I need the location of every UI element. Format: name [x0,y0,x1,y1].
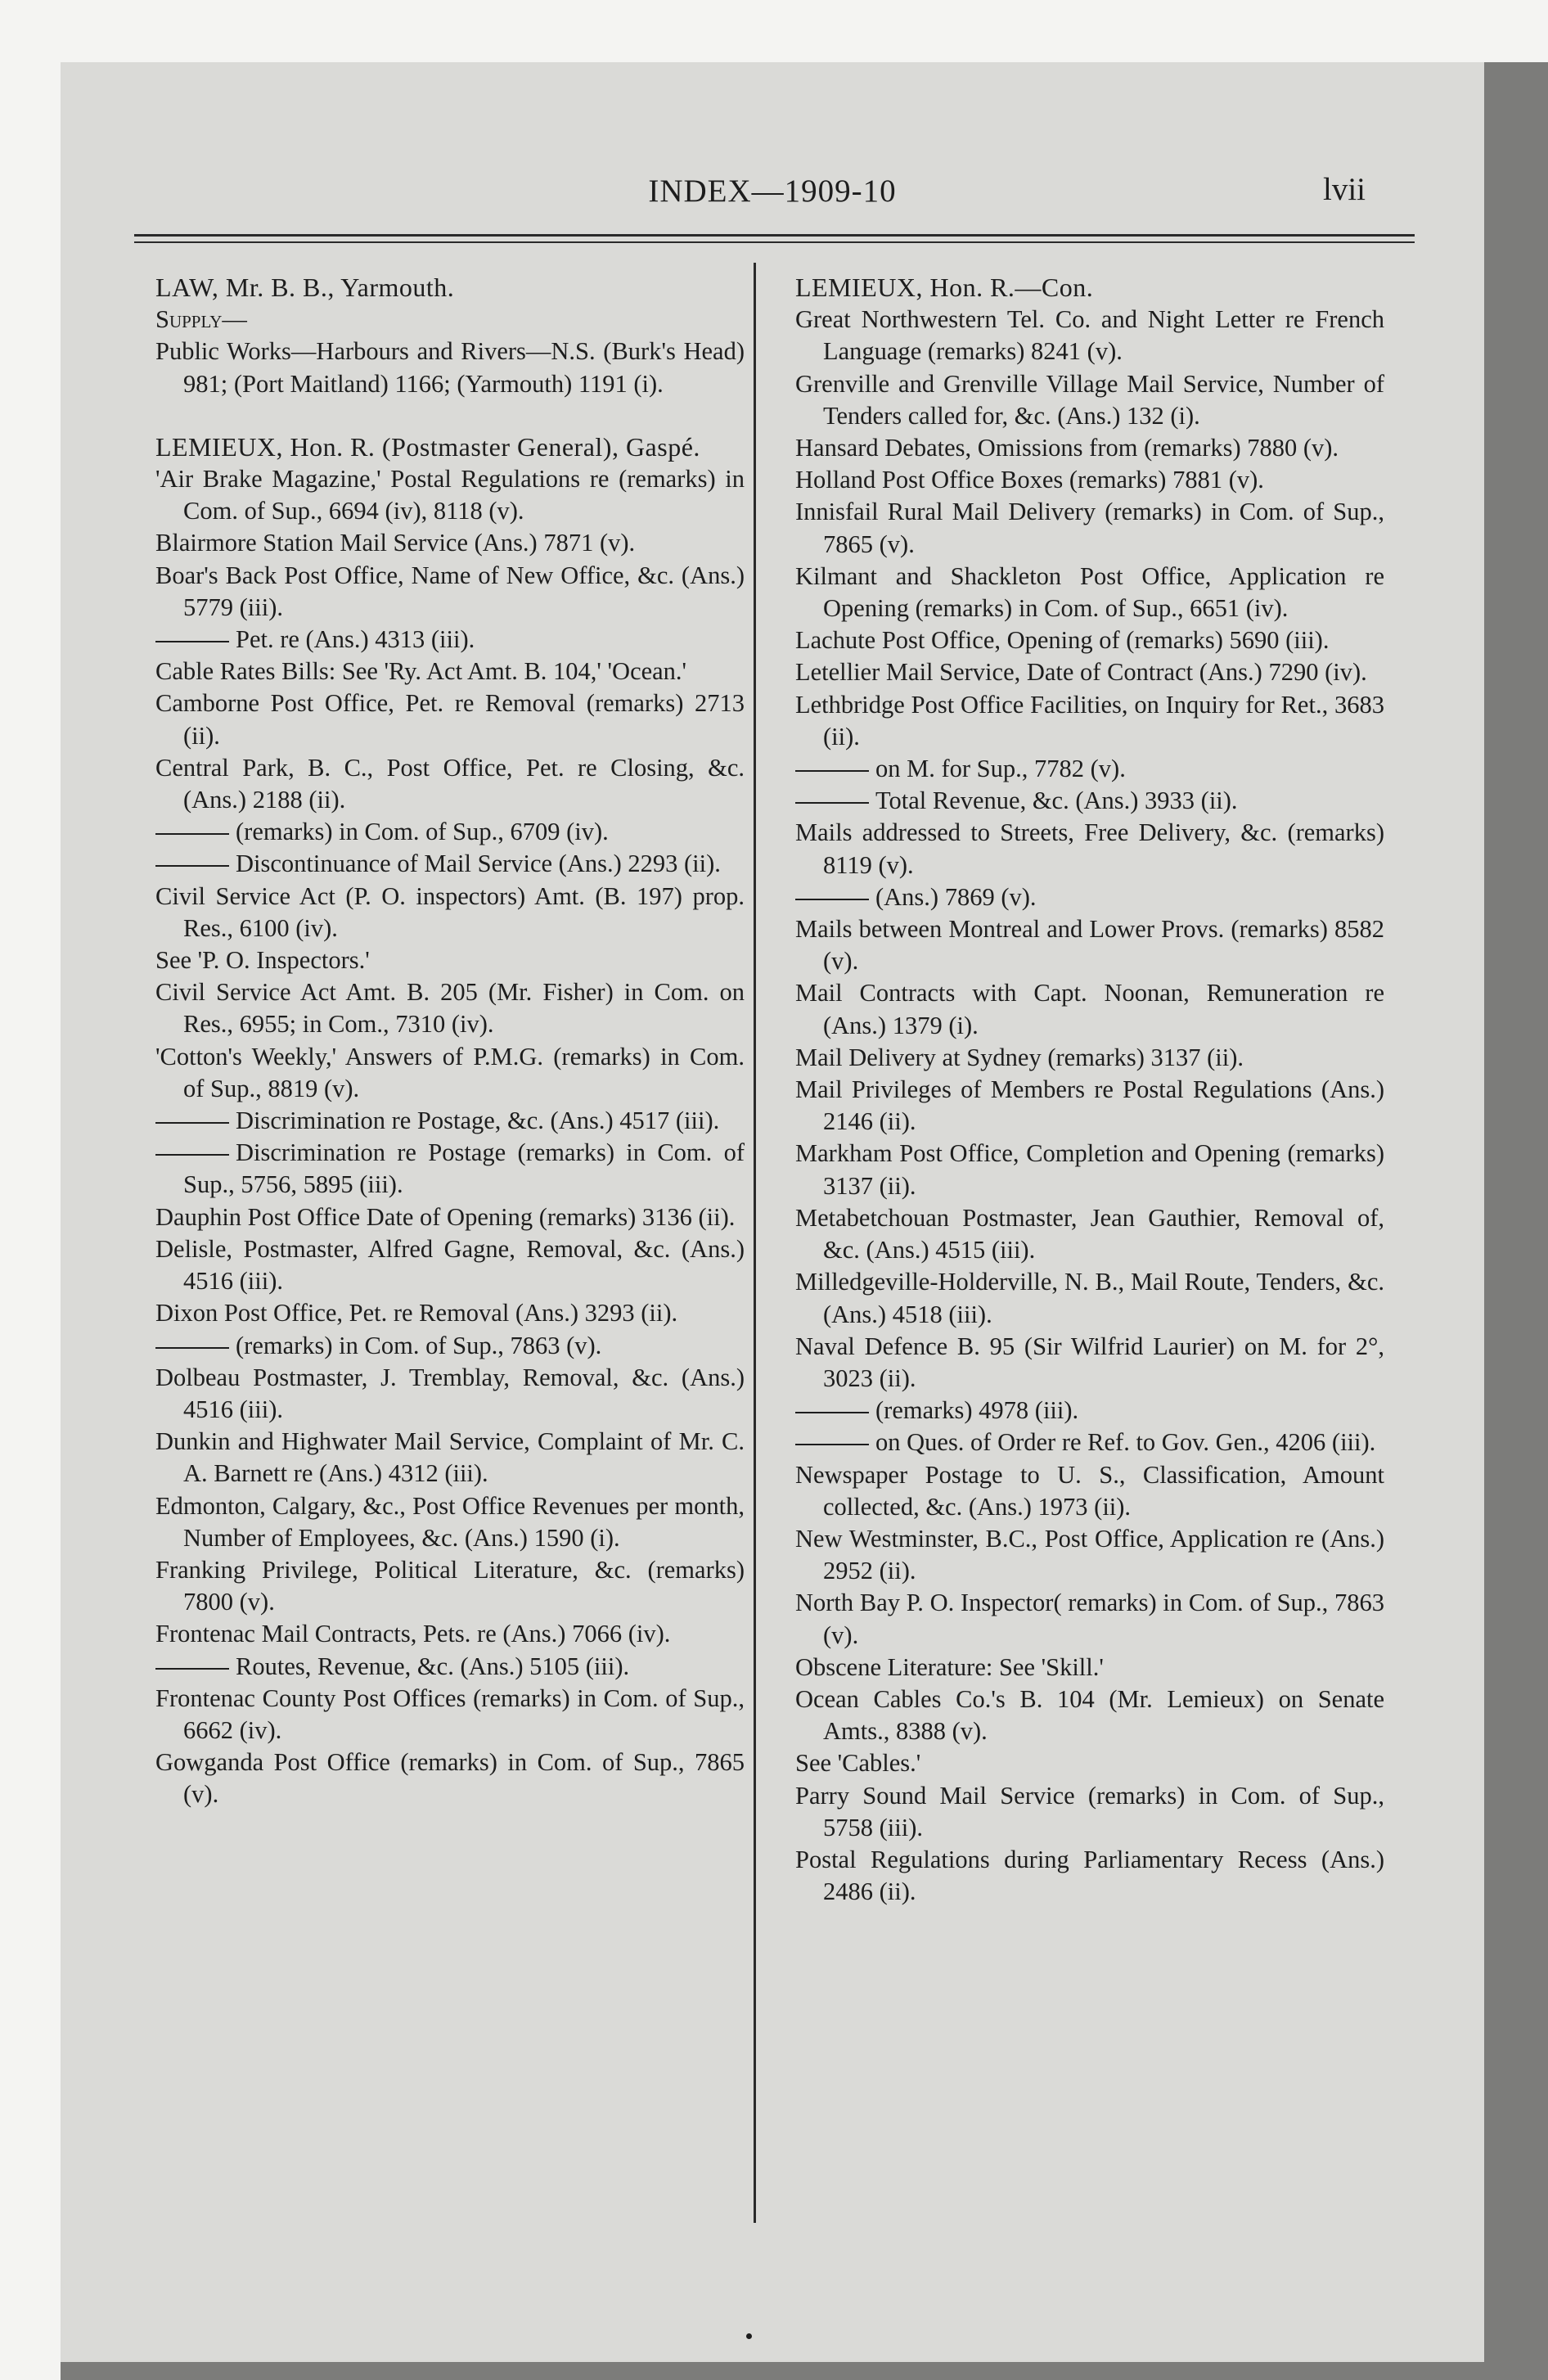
index-entry: Hansard Debates, Omissions from (remarks) 7880 (v). [795,434,1339,462]
index-entry: Mail Privileges of Members re Postal Regulations (Ans.) 2146 (ii). [795,1075,1384,1136]
index-entry: Dunkin and Highwater Mail Service, Complaint of Mr. C. A. Barnett re (Ans.) 4312 (iii). [155,1427,745,1488]
index-entry: Newspaper Postage to U. S., Classification, Amount collected, &c. (Ans.) 1973 (ii). [795,1460,1384,1521]
index-entry: Innisfail Rural Mail Delivery (remarks) in Com. of Sup., 7865 (v). [795,498,1384,558]
index-entry: Franking Privilege, Political Literature, &c. (remarks) 7800 (v). [155,1555,745,1616]
index-entry: Civil Service Act Amt. B. 205 (Mr. Fisher) in Com. on Res., 6955; in Com., 7310 (iv). [155,978,745,1039]
index-entry: Dolbeau Postmaster, J. Tremblay, Removal, &c. (Ans.) 4516 (iii). [155,1363,745,1423]
page-number: lvii [1322,172,1366,207]
index-page [61,62,1484,2362]
index-entry: Central Park, B. C., Post Office, Pet. re Closing, &c. (Ans.) 2188 (ii). [155,753,745,814]
index-entry: Public Works—Harbours and Rivers—N.S. (Burk's Head) 981; (Port Maitland) 1166; (Yarmouth) 1191 (i). [155,337,745,398]
index-entry: Delisle, Postmaster, Alfred Gagne, Removal, &c. (Ans.) 4516 (iii). [155,1234,745,1296]
index-entry: 'Air Brake Magazine,' Postal Regulations re (remarks) in Com. of Sup., 6694 (iv), 8118 (v). [155,465,745,525]
index-entry: Naval Defence B. 95 (Sir Wilfrid Laurier) on M. for 2°, 3023 (ii). [795,1332,1384,1392]
index-continuation-entry: Pet. re (Ans.) 4313 (iii). [183,624,745,656]
index-continuation-entry: Discrimination re Postage, &c. (Ans.) 4517 (iii). [183,1105,745,1137]
index-entry: Civil Service Act (P. O. inspectors) Amt. (B. 197) prop. Res., 6100 (iv). [155,881,745,942]
index-entry: Milledgeville-Holderville, N. B., Mail Route, Tenders, &c. (Ans.) 4518 (iii). [795,1268,1384,1328]
index-continuation-entry: Routes, Revenue, &c. (Ans.) 5105 (iii). [183,1651,745,1683]
index-heading: LEMIEUX, Hon. R.—Con. [795,273,1094,302]
index-entry: Dauphin Post Office Date of Opening (remarks) 3136 (ii). [155,1202,736,1231]
index-entry: Holland Post Office Boxes (remarks) 7881 (v). [795,466,1264,494]
index-heading: LAW, Mr. B. B., Yarmouth. [155,273,455,302]
index-entry: Great Northwestern Tel. Co. and Night Letter re French Language (remarks) 8241 (v). [795,305,1384,366]
index-entry: 'Cotton's Weekly,' Answers of P.M.G. (remarks) in Com. of Sup., 8819 (v). [155,1042,745,1102]
index-entry: Lachute Post Office, Opening of (remarks) 5690 (iii). [795,626,1330,655]
index-entry: Blairmore Station Mail Service (Ans.) 7871 (v). [155,529,636,557]
index-entry: Mails between Montreal and Lower Provs. (remarks) 8582 (v). [795,915,1384,976]
index-entry: North Bay P. O. Inspector( remarks) in Com. of Sup., 7863 (v). [795,1589,1384,1649]
index-continuation-entry: (Ans.) 7869 (v). [823,881,1384,913]
index-entry: Lethbridge Post Office Facilities, on Inquiry for Ret., 3683 (ii). [795,690,1384,751]
index-entry: Frontenac Mail Contracts, Pets. re (Ans.) 7066 (iv). [155,1620,671,1648]
index-continuation-entry: (remarks) 4978 (iii). [823,1395,1384,1427]
index-continuation-entry: (remarks) in Com. of Sup., 7863 (v). [183,1330,745,1362]
header-rule-top [134,234,1415,237]
index-entry: Mail Contracts with Capt. Noonan, Remuneration re (Ans.) 1379 (i). [795,979,1384,1039]
index-entry: Markham Post Office, Completion and Opening (remarks) 3137 (ii). [795,1139,1384,1200]
index-entry: New Westminster, B.C., Post Office, Application re (Ans.) 2952 (ii). [795,1524,1384,1585]
column-divider [754,263,756,2223]
index-entry: Kilmant and Shackleton Post Office, Application re Opening (remarks) in Com. of Sup., 6651 (iv). [795,561,1384,623]
header-rule-bottom [134,241,1415,243]
index-entry: Obscene Literature: See 'Skill.' [795,1652,1104,1681]
index-entry: Mail Delivery at Sydney (remarks) 3137 (ii). [795,1043,1244,1071]
index-entry: Cable Rates Bills: See 'Ry. Act Amt. B. 104,' 'Ocean.' [155,657,687,686]
index-entry: Letellier Mail Service, Date of Contract (Ans.) 7290 (iv). [795,658,1367,687]
index-entry: Grenville and Grenville Village Mail Service, Number of Tenders called for, &c. (Ans.) 132 (i). [795,369,1384,430]
index-continuation-entry: on Ques. of Order re Ref. to Gov. Gen., 4206 (iii). [823,1427,1384,1458]
index-entry: Postal Regulations during Parliamentary Recess (Ans.) 2486 (ii). [795,1845,1384,1906]
index-continuation-entry: on M. for Sup., 7782 (v). [823,753,1384,785]
section-gap [155,400,745,431]
index-entry: Frontenac County Post Offices (remarks) in Com. of Sup., 6662 (iv). [155,1684,745,1744]
index-subheading: Supply— [155,305,247,334]
index-entry: Parry Sound Mail Service (remarks) in Com. of Sup., 5758 (iii). [795,1781,1384,1841]
left-column [155,272,745,1811]
right-column [795,272,1384,1908]
index-entry: Mails addressed to Streets, Free Delivery, &c. (remarks) 8119 (v). [795,818,1384,879]
index-entry: Camborne Post Office, Pet. re Removal (remarks) 2713 (ii). [155,689,745,750]
index-entry: Gowganda Post Office (remarks) in Com. of Sup., 7865 (v). [155,1748,745,1809]
scan-background-left [0,0,61,2380]
index-continuation-entry: (remarks) in Com. of Sup., 6709 (iv). [183,816,745,848]
index-heading: LEMIEUX, Hon. R. (Postmaster General), Gaspé. [155,431,700,462]
page-title: INDEX—1909-10 [648,174,897,209]
index-continuation-entry: Discrimination re Postage (remarks) in Com. of Sup., 5756, 5895 (iii). [183,1137,745,1201]
index-entry: Dixon Post Office, Pet. re Removal (Ans.) 3293 (ii). [155,1299,678,1327]
index-entry: See 'Cables.' [795,1749,921,1778]
index-entry: Metabetchouan Postmaster, Jean Gauthier, Removal of, &c. (Ans.) 4515 (iii). [795,1203,1384,1264]
page-mark [746,2333,752,2339]
index-entry: See 'P. O. Inspectors.' [155,946,370,975]
index-entry: Ocean Cables Co.'s B. 104 (Mr. Lemieux) on Senate Amts., 8388 (v). [795,1684,1384,1746]
index-continuation-entry: Total Revenue, &c. (Ans.) 3933 (ii). [823,785,1384,817]
index-entry: Edmonton, Calgary, &c., Post Office Revenues per month, Number of Employees, &c. (Ans.) 1590 (i). [155,1491,745,1552]
index-continuation-entry: Discontinuance of Mail Service (Ans.) 2293 (ii). [183,848,745,880]
index-entry: Boar's Back Post Office, Name of New Office, &c. (Ans.) 5779 (iii). [155,561,745,621]
scan-background-top [0,0,1548,62]
